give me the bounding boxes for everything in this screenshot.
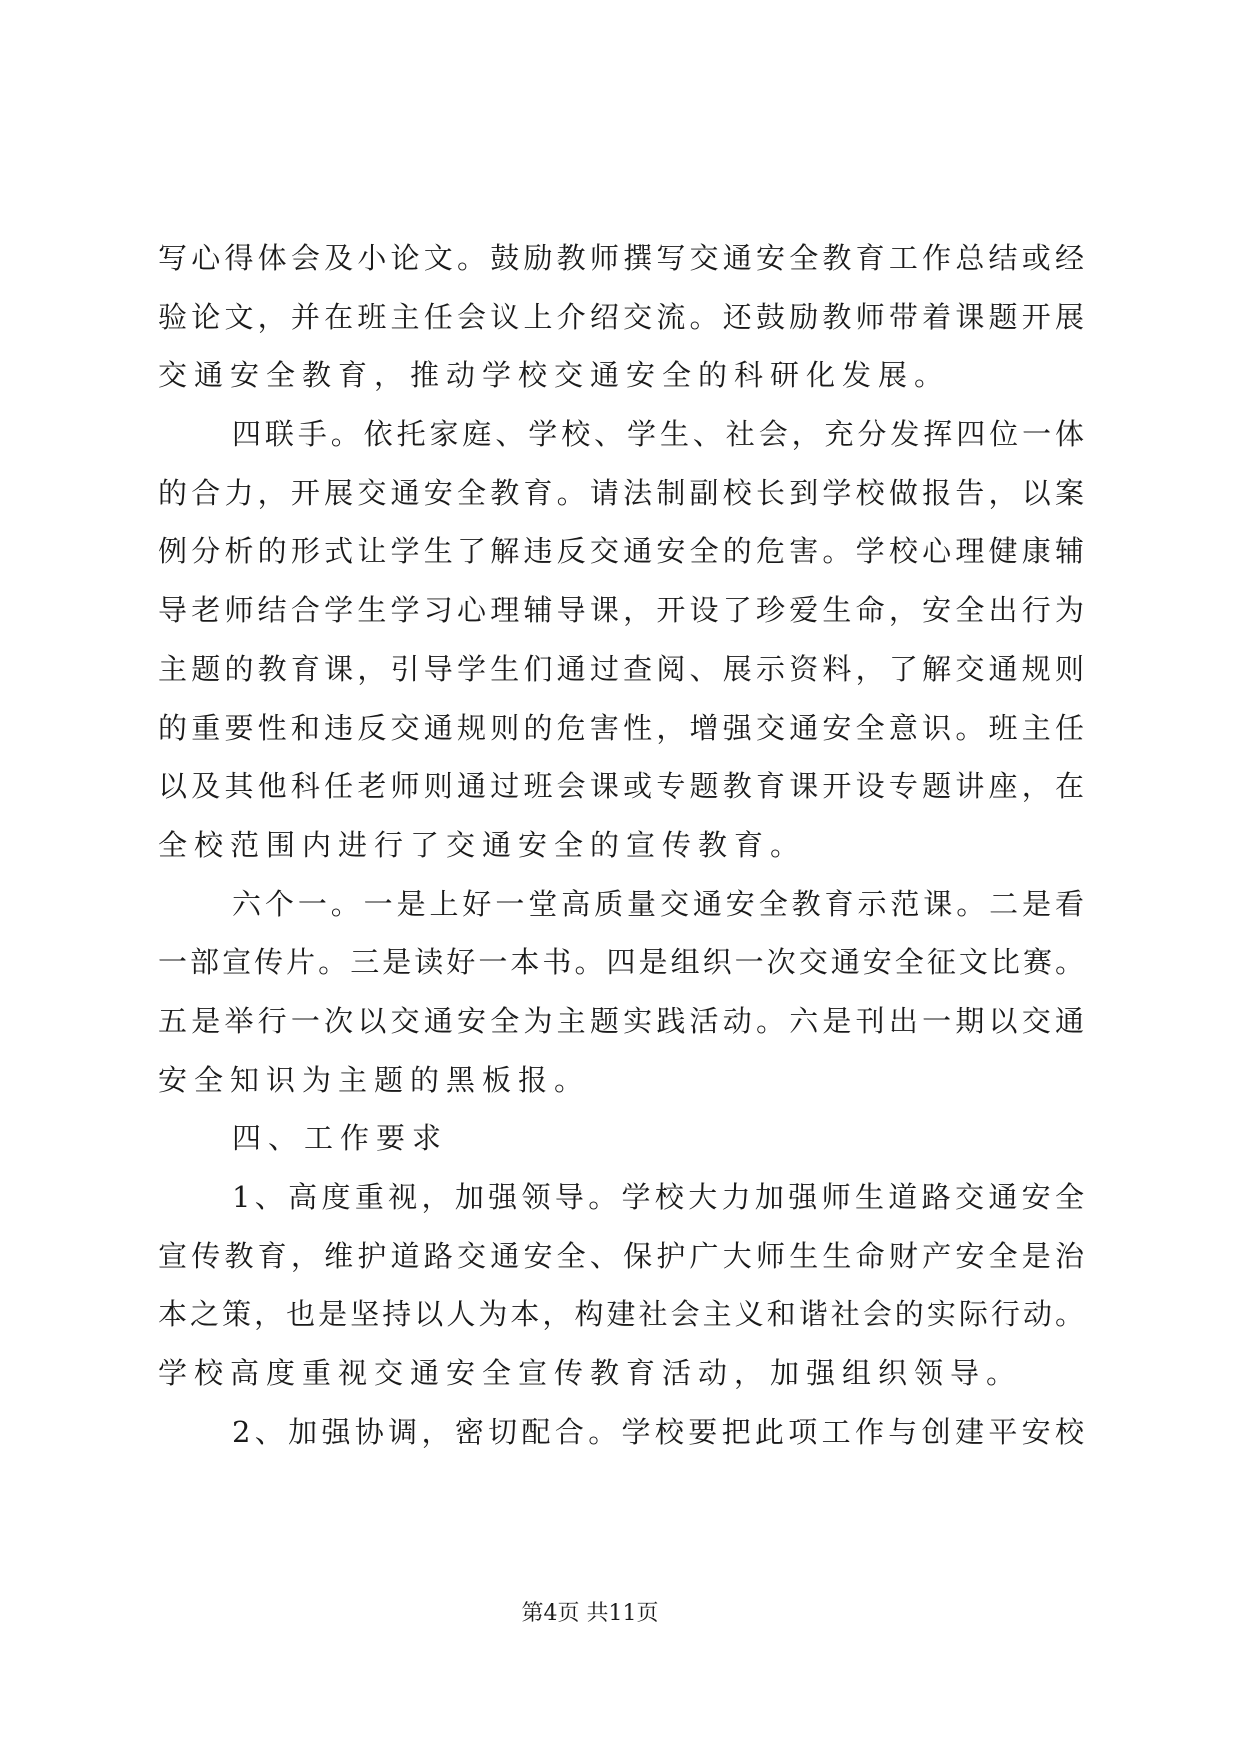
text-line: 导老师结合学生学习心理辅导课，开设了珍爱生命，安全出行为	[158, 593, 1084, 628]
paragraph	[158, 882, 1084, 1117]
text-line: 主题的教育课，引导学生们通过查阅、展示资料，了解交通规则	[158, 651, 1084, 686]
text-line: 1、高度重视，加强领导。学校大力加强师生道路交通安全	[232, 1180, 1084, 1214]
text-line: 交通安全教育，推动学校交通安全的科研化发展。	[158, 358, 951, 393]
paragraph	[158, 1116, 1084, 1175]
paragraph	[158, 1410, 1084, 1469]
paragraph	[158, 1175, 1084, 1410]
paragraph	[158, 236, 1084, 412]
text-line: 本之策，也是坚持以人为本，构建社会主义和谐社会的实际行动。	[158, 1297, 1084, 1332]
text-line: 的重要性和违反交通规则的危害性，增强交通安全意识。班主任	[158, 710, 1084, 745]
text-line: 验论文，并在班主任会议上介绍交流。还鼓励教师带着课题开展	[158, 299, 1084, 334]
text-line: 四联手。依托家庭、学校、学生、社会，充分发挥四位一体	[232, 417, 1084, 452]
text-line: 四、工作要求	[232, 1121, 449, 1156]
text-line: 2、加强协调，密切配合。学校要把此项工作与创建平安校	[232, 1414, 1084, 1449]
text-line: 全校范围内进行了交通安全的宣传教育。	[158, 827, 807, 862]
text-line: 写心得体会及小论文。鼓励教师撰写交通安全教育工作总结或经	[158, 241, 1084, 275]
document-body	[158, 236, 1084, 1468]
text-line: 安全知识为主题的黑板报。	[158, 1062, 591, 1097]
text-line: 五是举行一次以交通安全为主题实践活动。六是刊出一期以交通	[158, 1003, 1084, 1038]
text-line: 六个一。一是上好一堂高质量交通安全教育示范课。二是看	[232, 886, 1084, 921]
text-line: 例分析的形式让学生了解违反交通安全的危害。学校心理健康辅	[158, 534, 1084, 569]
text-line: 以及其他科任老师则通过班会课或专题教育课开设专题讲座，在	[158, 769, 1084, 804]
page-footer: 第4页 共11页	[521, 1601, 659, 1626]
text-line: 学校高度重视交通安全宣传教育活动，加强组织领导。	[158, 1356, 1023, 1391]
paragraph	[158, 412, 1084, 882]
text-line: 的合力，开展交通安全教育。请法制副校长到学校做报告，以案	[158, 475, 1084, 510]
text-line: 一部宣传片。三是读好一本书。四是组织一次交通安全征文比赛。	[158, 945, 1084, 980]
text-line: 宣传教育，维护道路交通安全、保护广大师生生命财产安全是治	[158, 1238, 1084, 1273]
